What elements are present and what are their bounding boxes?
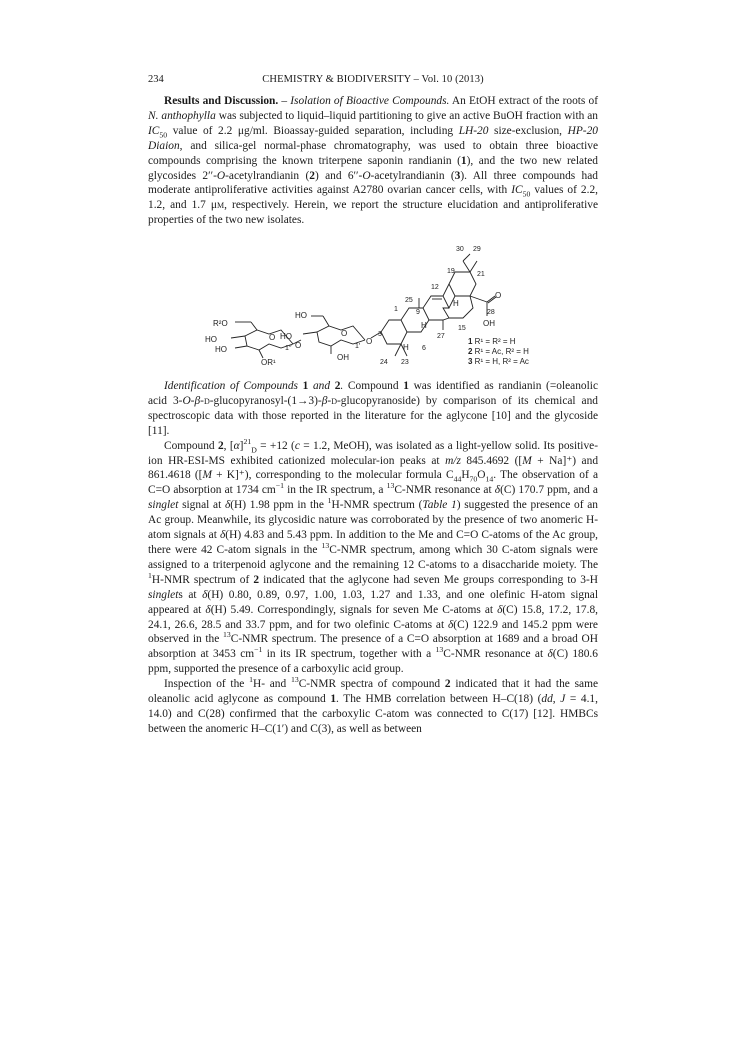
svg-text:O: O: [341, 329, 348, 338]
svg-text:1 R¹ = R² = H: 1 R¹ = R² = H: [468, 337, 516, 346]
running-header: [148, 74, 598, 88]
svg-text:15: 15: [458, 325, 466, 332]
svg-text:O: O: [366, 337, 373, 346]
results-paragraph: Results and Discussion. – Isolation of Bioactive Compounds. An EtOH extract of the roots of N. anthophylla was subjected to liquid–liquid partitioning to give an active BuOH fraction with an $IC_{50}$ value of 2.2 μg/ml. Bioassay-guided separation, including LH-20 size-exclusion, HP-20 Diaion, and silica-gel normal-phase chromatography, was used to obtain three bioactive compounds comprising the known triterpene saponin randianin (1), and the two new related glycosides 2′′-O-acetylrandianin (2) and 6′′-O-acetylrandianin (3). All three compounds had moderate antiproliferative activities against A2780 ovarian cancer cells, with $IC_{50}$ values of 2.2, 1.2, and 1.7 μm, respectively. Herein, we report the structure elucidation and antiproliferative properties of the two new isolates.: [148, 95, 599, 227]
paragraph-compound-2: Compound 2, $[\alpha]^{21}_D = +12$ (c = 1.2, MeOH), was isolated as a light-yellow solid. Its positive-ion HR-ESI-MS exhibited cationized molecular-ion peaks at m/z 845.4692 ([M + Na]⁺) and 861.4618 ([M + K]⁺), corresponding to the molecular formula $C_{44}H_{70}O_{14}$. The observation of a C=O absorption at 1734 $cm^{-1}$ in the IR spectrum, a $^{13}$C-NMR resonance at δ(C) 170.7 ppm, and a singlet signal at δ(H) 1.98 ppm in the $^1$H-NMR spectrum (Table 1) suggested the presence of an Ac group. Meanwhile, its glycosidic nature was corroborated by the presence of two anomeric H-atom signals at δ(H) 4.83 and 5.43 ppm. In addition to the Me and C=O C-atoms of the Ac group, there were 42 C-atom signals in the $^{13}$C-NMR spectrum, among which 30 C-atom signals were assigned to a triterpenoid aglycone and the remaining 12 C-atoms to a disaccharide moiety. The $^1$H-NMR spectrum of 2 indicated that the aglycone had seven Me groups corresponding to 3-H singlets at δ(H) 0.80, 0.89, 0.97, 1.00, 1.03, 1.27 and 1.33, and one olefinic H-atom signal appeared at δ(H) 5.49. Correspondingly, signals for seven Me C-atoms at δ(C) 15.8, 17.2, 17.8, 24.1, 26.6, 28.5 and 33.7 ppm, and for two olefinic C-atoms at δ(C) 122.9 and 145.2 ppm were observed in the $^{13}$C-NMR spectrum. The presence of a C=O absorption at 1689 and a broad OH absorption at 3453 $cm^{-1}$ in its IR spectrum, together with a $^{13}$C-NMR resonance at δ(C) 180.6 ppm, supported the presence of a carboxylic acid group.: [148, 436, 599, 676]
svg-text:19: 19: [447, 268, 455, 275]
svg-text:25: 25: [405, 297, 413, 304]
svg-text:H: H: [453, 299, 459, 308]
svg-text:OR¹: OR¹: [261, 358, 276, 367]
structure-drawing: [205, 240, 545, 372]
svg-text:1: 1: [394, 306, 398, 313]
paragraph-inspection: Inspection of the $^1$H- and $^{13}$C-NMR spectra of compound 2 indicated that it had the same oleanolic acid aglycone as compound 1. The HMB correlation between H–C(18) (dd, J = 4.1, 14.0) and C(28) confirmed that the carboxylic C-atom was connected to C(17) [12]. HMBCs between the anomeric H–C(1′) and C(3), as well as between: [148, 675, 598, 735]
svg-text:12: 12: [431, 284, 439, 291]
svg-text:28: 28: [487, 309, 495, 316]
svg-text:21: 21: [477, 271, 485, 278]
svg-text:24: 24: [380, 359, 388, 366]
svg-text:1′′: 1′′: [285, 345, 292, 352]
svg-text:HO: HO: [295, 311, 307, 320]
svg-text:1′: 1′: [355, 343, 361, 350]
journal-title: CHEMISTRY & BIODIVERSITY – Vol. 10 (2013): [262, 74, 484, 85]
svg-text:HO: HO: [205, 335, 217, 344]
svg-text:30: 30: [456, 246, 464, 253]
chemical-structure-figure: [205, 240, 545, 372]
subsection-heading: Isolation of Bioactive Compounds.: [290, 95, 450, 107]
svg-text:O: O: [269, 333, 276, 342]
svg-text:OH: OH: [337, 353, 349, 362]
compound-legend: [468, 337, 529, 366]
svg-text:3: 3: [378, 331, 382, 338]
svg-text:O: O: [495, 291, 502, 300]
svg-text:23: 23: [401, 359, 409, 366]
svg-text:H: H: [421, 321, 427, 330]
svg-text:HO: HO: [215, 345, 227, 354]
svg-text:OH: OH: [483, 319, 495, 328]
svg-text:27: 27: [437, 333, 445, 340]
svg-text:3 R¹ = H, R² = Ac: 3 R¹ = H, R² = Ac: [468, 357, 529, 366]
identification-paragraphs: [148, 379, 598, 737]
svg-text:6: 6: [422, 345, 426, 352]
section-heading: Results and Discussion.: [164, 95, 279, 107]
svg-text:O: O: [295, 341, 302, 350]
svg-text:R²O: R²O: [213, 319, 228, 328]
svg-text:HO: HO: [280, 332, 292, 341]
structure-labels: [205, 246, 501, 367]
svg-text:9: 9: [416, 309, 420, 316]
paragraph-identification: Identification of Compounds 1 and 2. Compound 1 was identified as randianin (=oleanolic acid 3-O-β-d-glucopyranosyl-(1→3)-β-d-glucopyranoside) by comparison of its chemical and spectroscopic data with those reported in the literature for the aglycone [10] and the glycoside [11].: [148, 380, 599, 437]
page-number: 234: [148, 74, 164, 85]
svg-text:H: H: [403, 343, 409, 352]
svg-text:2 R¹ = Ac, R² = H: 2 R¹ = Ac, R² = H: [468, 347, 529, 356]
svg-text:29: 29: [473, 246, 481, 253]
